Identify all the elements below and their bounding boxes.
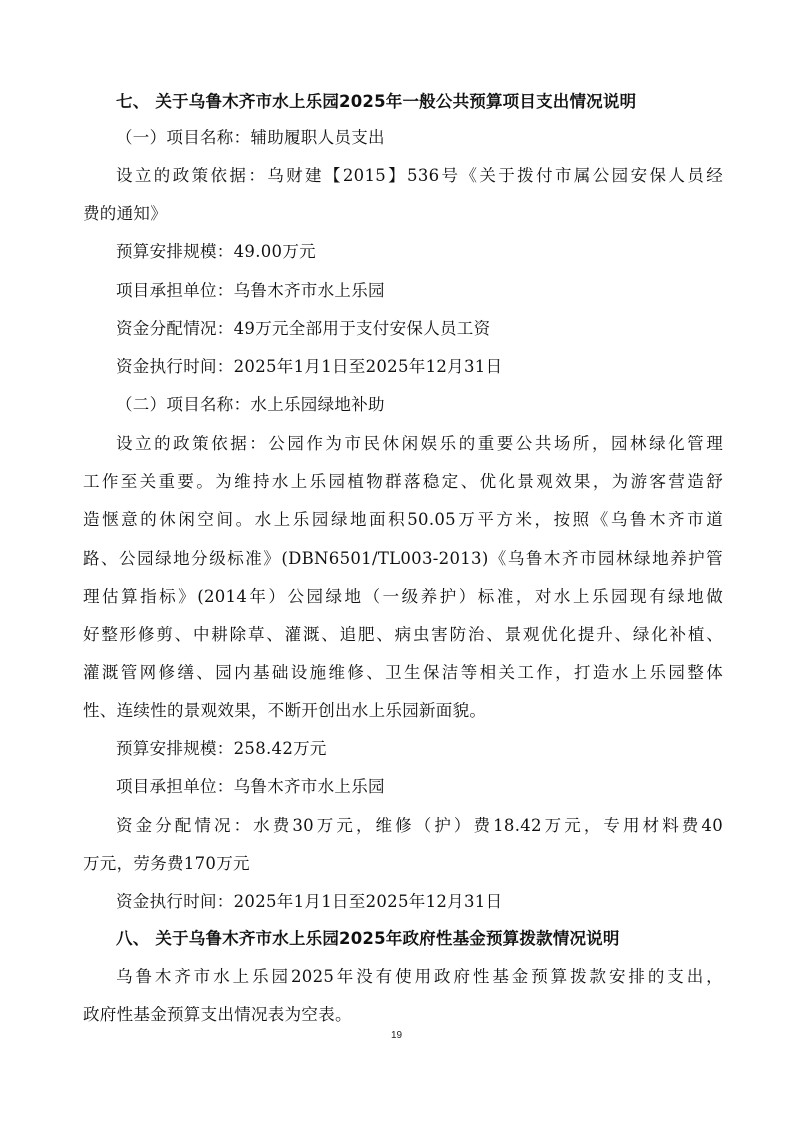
project-2-allocation-line-2: 万元，劳务费170万元 xyxy=(83,854,250,873)
project-2-unit: 项目承担单位：乌鲁木齐市水上乐园 xyxy=(116,777,385,796)
section-7-heading: 七、 关于乌鲁木齐市水上乐园2025年一般公共预算项目支出情况说明 xyxy=(116,92,637,111)
project-2-basis-line: 好整形修剪、中耕除草、灌溉、追肥、病虫害防治、景观优化提升、绿化补植、 xyxy=(83,625,723,644)
project-1-basis-line-1: 设立的政策依据：乌财建【2015】536号《关于拨付市属公园安保人员经 xyxy=(116,166,723,185)
project-1-allocation: 资金分配情况：49万元全部用于支付安保人员工资 xyxy=(116,319,491,338)
project-2-name: （二）项目名称：水上乐园绿地补助 xyxy=(116,395,385,414)
project-2-basis-line: 路、公园绿地分级标准》(DBN6501/TL003-2013)《乌鲁木齐市园林绿地养护管 xyxy=(83,549,723,568)
project-1-scale: 预算安排规模：49.00万元 xyxy=(116,242,316,261)
project-2-allocation-line-1: 资金分配情况：水费30万元，维修（护）费18.42万元，专用材料费40 xyxy=(116,816,723,835)
project-1-unit: 项目承担单位：乌鲁木齐市水上乐园 xyxy=(116,281,385,300)
project-2-basis-line: 造惬意的休闲空间。水上乐园绿地面积50.05万平方米，按照《乌鲁木齐市道 xyxy=(83,510,723,529)
section-8-body-line-1: 乌鲁木齐市水上乐园2025年没有使用政府性基金预算拨款安排的支出， xyxy=(116,967,723,986)
project-2-basis-line: 工作至关重要。为维持水上乐园植物群落稳定、优化景观效果，为游客营造舒 xyxy=(83,472,723,491)
project-2-period: 资金执行时间：2025年1月1日至2025年12月31日 xyxy=(116,892,503,911)
section-8-heading: 八、 关于乌鲁木齐市水上乐园2025年政府性基金预算拨款情况说明 xyxy=(116,929,620,948)
project-2-scale: 预算安排规模：258.42万元 xyxy=(116,739,327,758)
project-1-basis-line-2: 费的通知》 xyxy=(83,204,167,223)
project-2-basis-line: 理估算指标》(2014年）公园绿地（一级养护）标准，对水上乐园现有绿地做 xyxy=(83,587,723,606)
project-2-basis-line: 设立的政策依据：公园作为市民休闲娱乐的重要公共场所，园林绿化管理 xyxy=(116,434,723,453)
project-2-basis-line: 性、连续性的景观效果，不断开创出水上乐园新面貌。 xyxy=(83,701,487,720)
page-number: 19 xyxy=(390,1030,403,1041)
project-2-basis-line: 灌溉管网修缮、园内基础设施维修、卫生保洁等相关工作，打造水上乐园整体 xyxy=(83,663,723,682)
project-1-period: 资金执行时间：2025年1月1日至2025年12月31日 xyxy=(116,357,503,376)
section-8-body-line-2: 政府性基金预算支出情况表为空表。 xyxy=(83,1005,352,1024)
project-1-name: （一）项目名称：辅助履职人员支出 xyxy=(116,128,385,147)
